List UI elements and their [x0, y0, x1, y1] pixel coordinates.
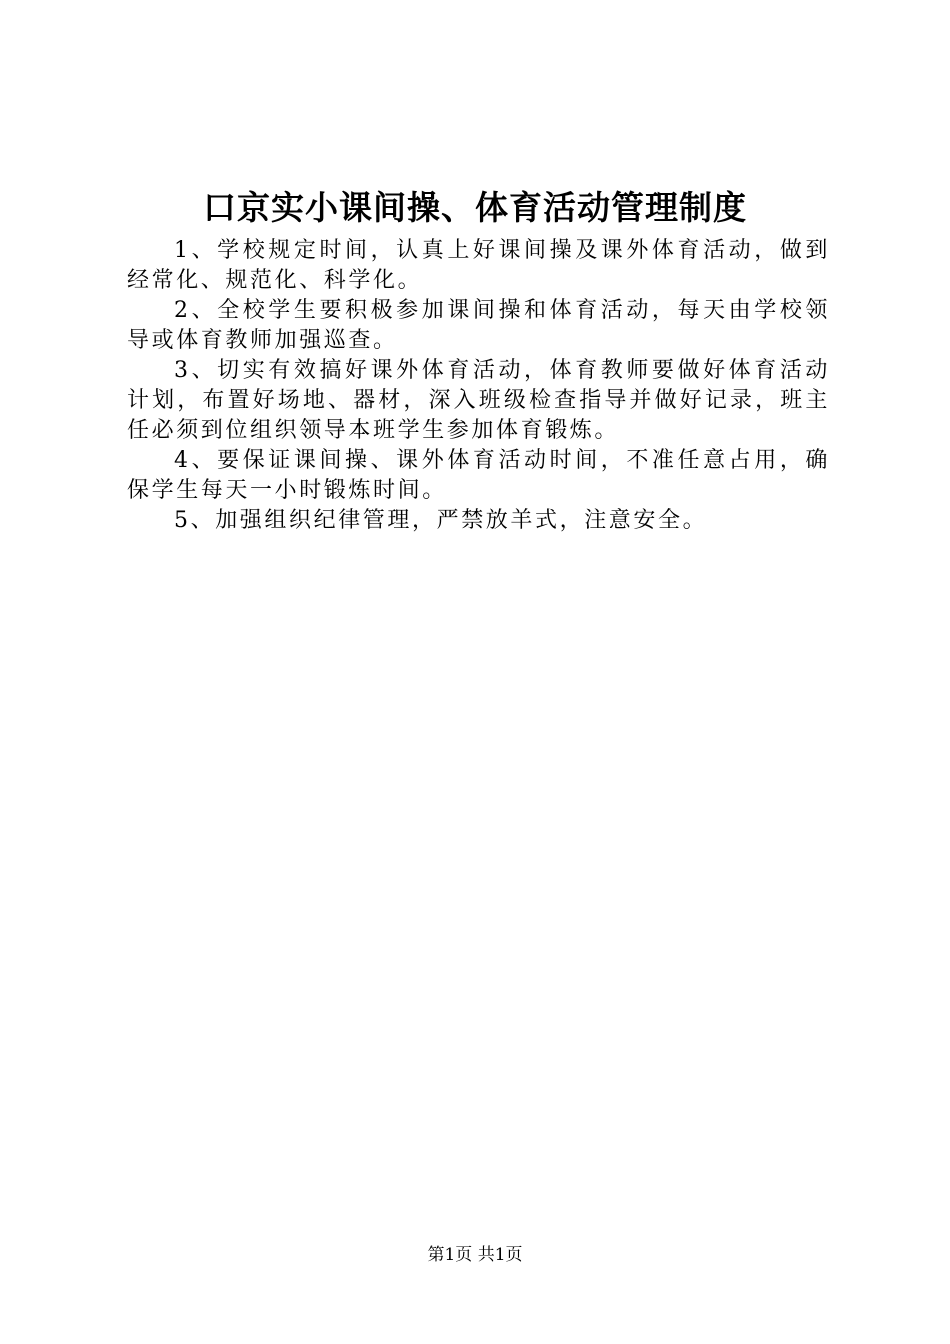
paragraph-1: 1、学校规定时间，认真上好课间操及课外体育活动，做到经常化、规范化、科学化。 [127, 238, 830, 293]
page-footer: 第1页 共1页 [427, 1245, 523, 1265]
page-title: 口京实小课间操、体育活动管理制度 [203, 188, 747, 227]
paragraph-2: 2、全校学生要积极参加课间操和体育活动，每天由学校领导或体育教师加强巡查。 [127, 298, 830, 353]
paragraph-3: 3、切实有效搞好课外体育活动，体育教师要做好体育活动计划，布置好场地、器材，深入班级检查指导并做好记录，班主任必须到位组织领导本班学生参加体育锻炼。 [127, 358, 830, 443]
document-body [127, 236, 830, 536]
paragraph-4: 4、要保证课间操、课外体育活动时间，不准任意占用，确保学生每天一小时锻炼时间。 [127, 448, 830, 503]
paragraph-5: 5、加强组织纪律管理，严禁放羊式，注意安全。 [174, 508, 708, 533]
